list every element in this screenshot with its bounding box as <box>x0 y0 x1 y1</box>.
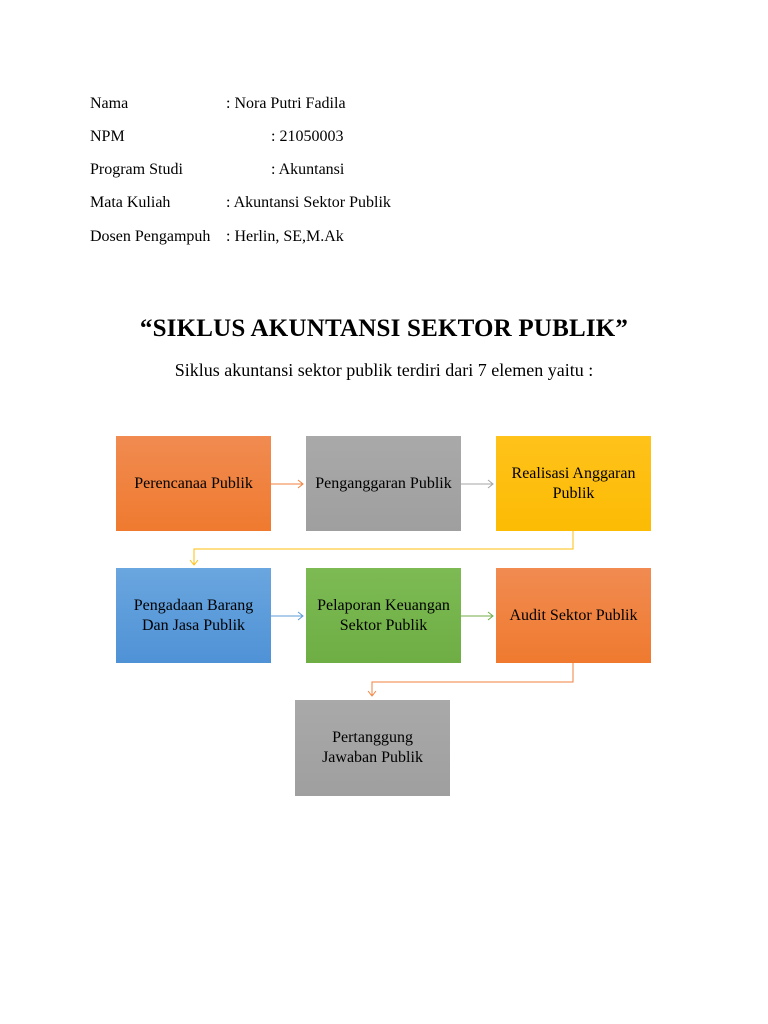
info-label: Program Studi <box>90 161 183 178</box>
step-label: Pertanggung Jawaban Publik <box>322 729 423 766</box>
info-label: Mata Kuliah <box>90 194 171 211</box>
info-value: : Akuntansi <box>271 161 345 178</box>
info-label: NPM <box>90 128 125 145</box>
step-label: Realisasi Anggaran Publik <box>511 464 636 502</box>
step-penganggaran-publik <box>306 436 461 531</box>
step-pengadaan-barang-jasa <box>116 568 271 663</box>
step-perencanaan-publik <box>116 436 271 531</box>
step-label: Pelaporan Keuangan Sektor Publik <box>317 596 450 634</box>
info-value: : Nora Putri Fadila <box>226 95 346 112</box>
connector-3-4 <box>194 531 573 564</box>
info-value: : Akuntansi Sektor Publik <box>226 194 391 211</box>
step-audit-sektor-publik <box>496 568 651 663</box>
step-realisasi-anggaran-publik <box>496 436 651 531</box>
step-label: Audit Sektor Publik <box>509 606 638 624</box>
document-subtitle: Siklus akuntansi sektor publik terdiri dari 7 elemen yaitu : <box>174 360 594 380</box>
step-pelaporan-keuangan <box>306 568 461 663</box>
step-pertanggung-jawaban-publik <box>295 700 450 796</box>
connector-6-7 <box>372 663 573 695</box>
step-label: Penganggaran Publik <box>315 474 452 492</box>
info-value: : 21050003 <box>271 128 344 145</box>
step-label: Pengadaan Barang Dan Jasa Publik <box>133 596 254 634</box>
document-title: “SIKLUS AKUNTANSI SEKTOR PUBLIK” <box>139 315 629 342</box>
info-label: Nama <box>90 95 129 112</box>
step-label: Perencanaa Publik <box>134 474 253 492</box>
info-value: : Herlin, SE,M.Ak <box>226 228 344 245</box>
info-label: Dosen Pengampuh <box>90 228 211 245</box>
